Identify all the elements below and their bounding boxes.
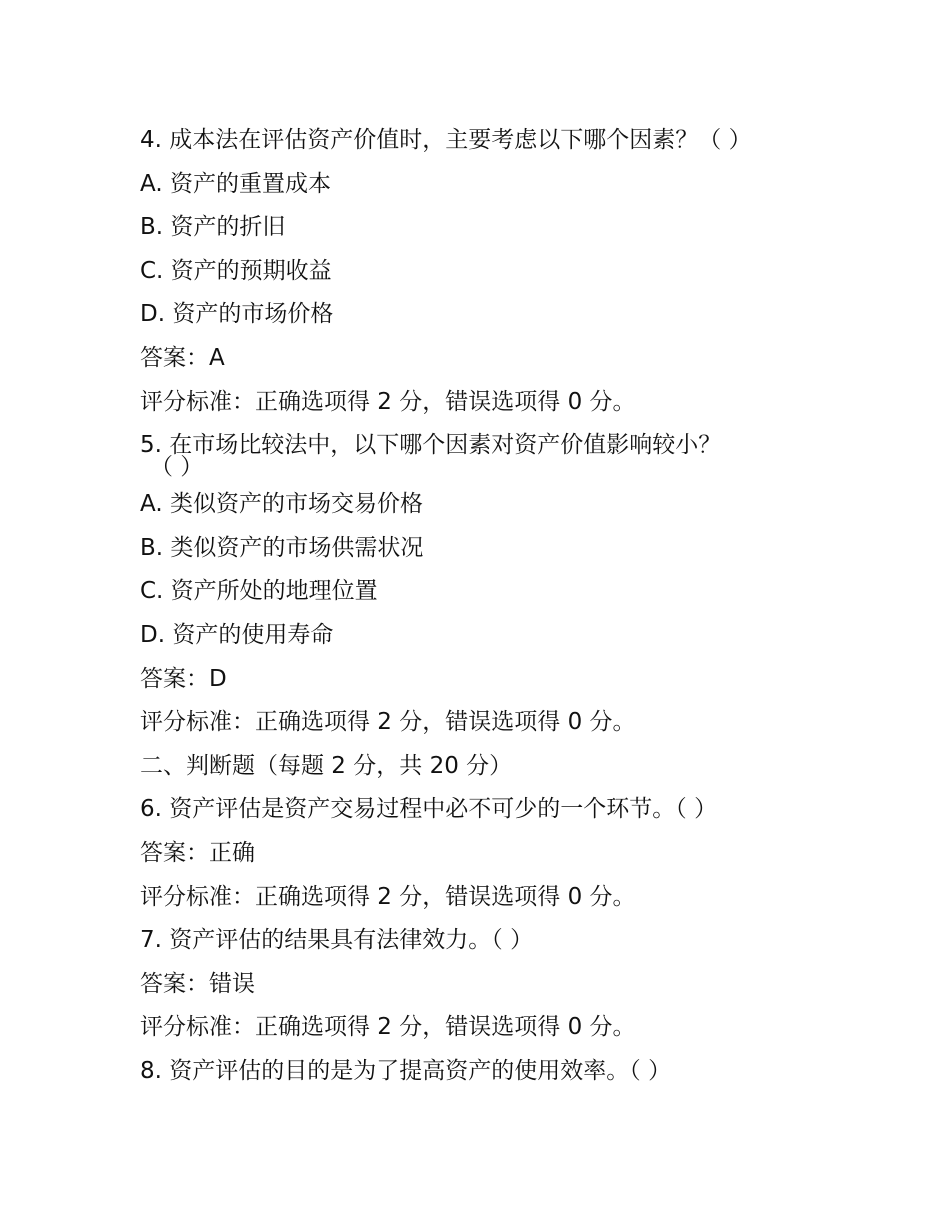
- question-4-option-b: B. 资产的折旧: [140, 214, 286, 241]
- question-5-option-b: B. 类似资产的市场供需状况: [140, 534, 424, 561]
- question-5-answer: 答案：D: [140, 665, 227, 692]
- question-5-scoring: 评分标准：正确选项得 2 分，错误选项得 0 分。: [140, 709, 636, 736]
- question-7-scoring: 评分标准：正确选项得 2 分，错误选项得 0 分。: [140, 1014, 636, 1041]
- question-8-text: 8. 资产评估的目的是为了提高资产的使用效率。（ ）: [140, 1057, 672, 1084]
- document-body: [140, 124, 780, 1098]
- question-6-answer: 答案：正确: [140, 839, 255, 866]
- question-5-option-c: C. 资产所处的地理位置: [140, 578, 378, 605]
- question-4-option-d: D. 资产的市场价格: [140, 301, 334, 328]
- question-4-answer: 答案：A: [140, 344, 225, 371]
- question-5-text: [140, 429, 780, 481]
- question-5-option-d: D. 资产的使用寿命: [140, 621, 334, 648]
- question-4-scoring: 评分标准：正确选项得 2 分，错误选项得 0 分。: [140, 388, 636, 415]
- question-4-option-a: A. 资产的重置成本: [140, 170, 331, 197]
- question-5-option-a: A. 类似资产的市场交易价格: [140, 491, 423, 518]
- question-7-text: 7. 资产评估的结果具有法律效力。（ ）: [140, 927, 534, 954]
- question-6-text: 6. 资产评估是资产交易过程中必不可少的一个环节。（ ）: [140, 796, 718, 823]
- question-4-option-c: C. 资产的预期收益: [140, 257, 332, 284]
- question-5-text-bracket: （ ）: [150, 454, 204, 481]
- question-5-text-main: 5. 在市场比较法中，以下哪个因素对资产价值影响较小？: [140, 432, 722, 459]
- question-7-answer: 答案：错误: [140, 970, 255, 997]
- question-4-text: 4. 成本法在评估资产价值时，主要考虑以下哪个因素？（ ）: [140, 127, 752, 153]
- question-6-scoring: 评分标准：正确选项得 2 分，错误选项得 0 分。: [140, 883, 636, 910]
- section-2-title: 二、判断题（每题 2 分，共 20 分）: [140, 752, 513, 779]
